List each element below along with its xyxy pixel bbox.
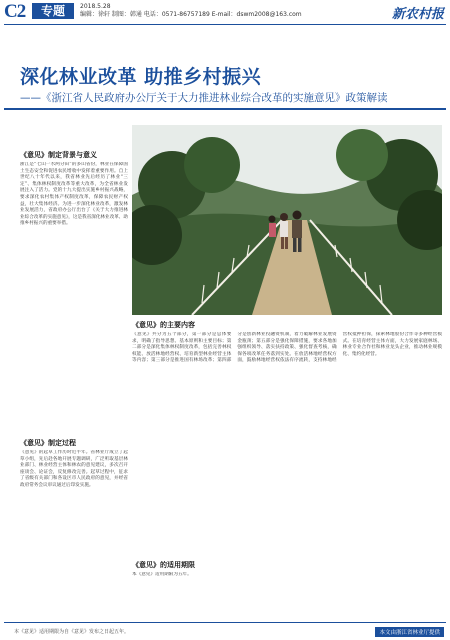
article-subhead: ——《浙江省人民政府办公厅关于大力推进林业综合改革的实施意见》政策解读 [20, 92, 388, 104]
header-date: 2018.5.28 [80, 3, 111, 10]
section-heading-term: 《意见》的适用期限 [132, 561, 195, 569]
article-photo [132, 125, 442, 315]
section-body-background: 浙江是“七山一水两分田”的多山省份，林业在保障国土生态安全和促进农民增收中发挥着重要作用。自上世纪八十年代以来，我省林业先后经历了林业“三定”、集体林权制度改革等重大改革，为全省林业发展注入了活力。党的十九大提出实施乡村振兴战略，要求深化农村集体产权制度改革，保障农民财产权益，壮大集体经济。为进一步深化林业改革，激发林业发展活力，省政府办公厅出台了《关于大力推进林业综合改革的实施意见》，这是我省深化林业改革、助推乡村振兴的重要举措。 [20, 162, 128, 227]
footer-source-badge: 本文由浙江省林业厅提供 [375, 627, 444, 637]
footer-note: 本《意见》适用期限为自《意见》发布之日起五年。 [14, 629, 130, 635]
page-number-badge: C2 [4, 1, 26, 22]
header-meta [80, 3, 302, 19]
header-rule [4, 24, 446, 25]
title-divider [4, 108, 446, 110]
section-heading-background: 《意见》制定背景与意义 [20, 151, 97, 159]
section-body-process: 《意见》的起草工作历时近半年。省林业厅成立了起草小组，先后赴各地开展专题调研，广泛听取基层林业部门、林业经营主体和林农的意见建议，多次召开座谈会、论证会，反复修改完善。起草过程中，征求了省级有关部门和各设区市人民政府的意见，并经省政府常务会议审议通过后印发实施。 [20, 450, 128, 488]
forest-boardwalk-photo [132, 125, 442, 315]
section-heading-process: 《意见》制定过程 [20, 439, 76, 447]
section-heading-content: 《意见》的主要内容 [132, 321, 195, 329]
section-body-content: 《意见》共分为五个部分，第一部分是总体要求，明确了指导思想、基本原则和主要目标；第二部分是深化集体林权制度改革，包括完善林权权能、放活林地经营权、培育新型林业经营主体等内容；第三部分是推进国有林场改革；第四部分是创新林业投融资机制，着力破解林业发展资金瓶颈；第五部分是强化保障措施，要求各地加强组织领导、落实扶持政策、强化督查考核，确保各项改革任务落到实处。在放活林地经营权方面，鼓励林地经营权依法有序流转，支持林地经营权抵押担保，探索林地股份合作等多种经营模式。在培育经营主体方面，大力发展家庭林场、林业专业合作社和林业龙头企业，推动林业规模化、集约化经营。 [132, 332, 442, 364]
masthead-logo: 新农村报 [391, 7, 444, 22]
section-body-term: 本《意见》适用期限为五年。 [132, 572, 192, 577]
footer-rule [4, 622, 446, 623]
page-header [0, 0, 450, 24]
article-headline: 深化林业改革 助推乡村振兴 [20, 66, 262, 88]
header-contact: 编辑：徐轩 制图：韩通 电话：0571-86757189 E-mail：dswm2008@163.com [80, 11, 302, 18]
section-label: 专题 [32, 3, 74, 19]
